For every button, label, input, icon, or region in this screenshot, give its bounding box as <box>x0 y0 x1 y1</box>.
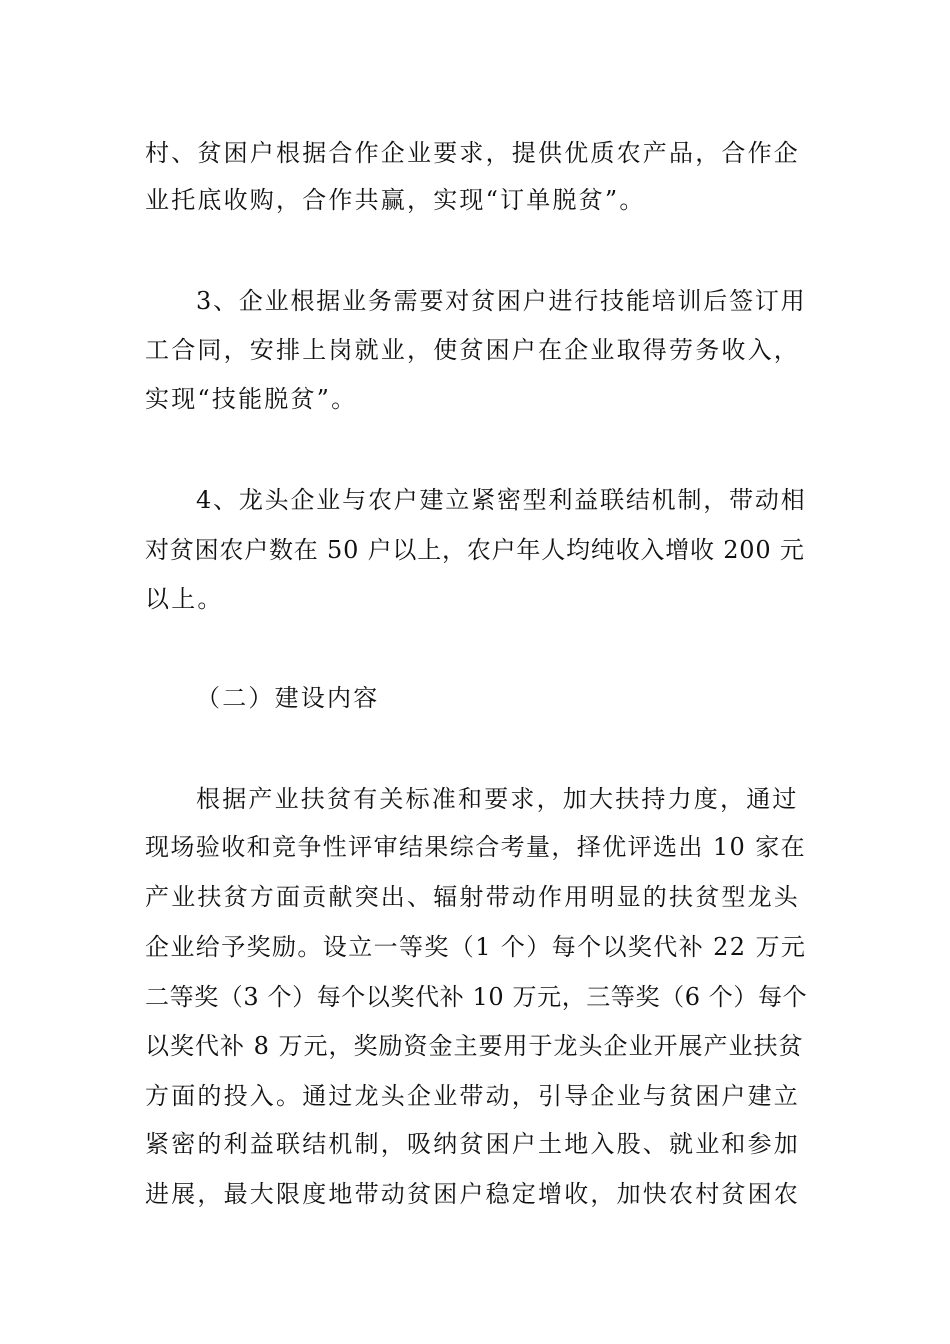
text-line: 3、企业根据业务需要对贫困户进行技能培训后签订用 <box>196 287 807 315</box>
text-line: 方面的投入。通过龙头企业带动，引导企业与贫困户建立 <box>145 1082 800 1110</box>
text-line: 以奖代补 8 万元，奖励资金主要用于龙头企业开展产业扶贫 <box>145 1032 804 1060</box>
text-line: 村、贫困户根据合作企业要求，提供优质农产品，合作企 <box>145 139 800 167</box>
text-line: 根据产业扶贫有关标准和要求，加大扶持力度，通过 <box>196 785 799 813</box>
text-line: 进展，最大限度地带动贫困户稳定增收，加快农村贫困农 <box>145 1180 800 1208</box>
text-line: 4、龙头企业与农户建立紧密型利益联结机制，带动相 <box>196 486 807 514</box>
text-line: 业托底收购，合作共赢，实现“订单脱贫”。 <box>145 186 646 214</box>
text-line: 工合同，安排上岗就业，使贫困户在企业取得劳务收入， <box>145 336 800 364</box>
text-line: 对贫困农户数在 50 户以上，农户年人均纯收入增收 200 元 <box>145 536 805 564</box>
text-line: 企业给予奖励。设立一等奖（1 个）每个以奖代补 22 万元 <box>145 933 807 961</box>
text-line: 紧密的利益联结机制，吸纳贫困户土地入股、就业和参加 <box>145 1130 800 1158</box>
text-line: 二等奖（3 个）每个以奖代补 10 万元，三等奖（6 个）每个 <box>145 983 808 1011</box>
section-heading: （二）建设内容 <box>196 684 380 712</box>
text-line: 以上。 <box>145 585 224 613</box>
text-line: 产业扶贫方面贡献突出、辐射带动作用明显的扶贫型龙头 <box>145 883 800 911</box>
text-line: 实现“技能脱贫”。 <box>145 385 358 413</box>
text-line: 现场验收和竞争性评审结果综合考量，择优评选出 10 家在 <box>145 833 806 861</box>
